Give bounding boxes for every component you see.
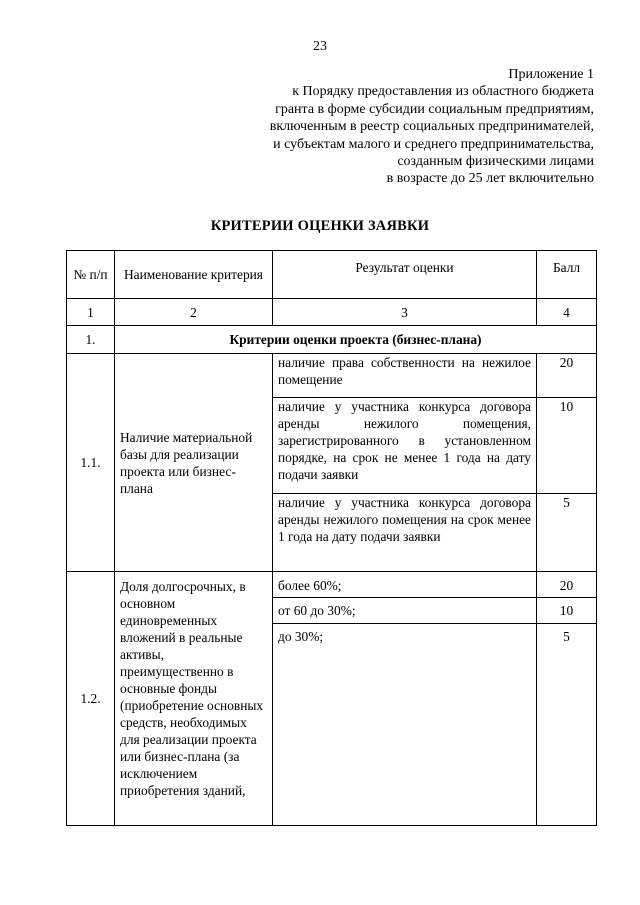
appendix-line: Приложение 1 [508, 67, 594, 82]
header-num: № п/п [67, 251, 115, 299]
result-text: наличие у участника конкурса договора аренды нежилого помещения на срок менее 1 года на дату подачи заявки [273, 494, 537, 572]
table-row [67, 572, 597, 598]
result-text: более 60%; [273, 572, 537, 598]
result-text: наличие у участника конкурса договора аренды нежилого помещения, зарегистрированного в установленном порядке, на срок не менее 1 года на дату подачи заявки [273, 398, 537, 494]
result-score: 10 [537, 598, 597, 624]
col-number: 3 [273, 299, 537, 326]
criterion-name: Наличие материальной базы для реализации проекта или бизнес-плана [115, 354, 273, 572]
page-number: 23 [313, 39, 327, 54]
section-row [67, 326, 597, 354]
section-title: Критерии оценки проекта (бизнес-плана) [115, 326, 597, 354]
result-score: 5 [537, 494, 597, 572]
result-text: наличие права собственности на нежилое помещение [273, 354, 537, 398]
appendix-line: включенным в реестр социальных предпринимателей, [269, 119, 594, 135]
appendix-line: созданным физическими лицами [397, 154, 594, 170]
appendix-line: в возрасте до 25 лет включительно [386, 171, 594, 187]
header-result: Результат оценки [273, 251, 537, 299]
table-header-row [67, 251, 597, 299]
result-score: 5 [537, 624, 597, 826]
document-title: КРИТЕРИИ ОЦЕНКИ ЗАЯВКИ [210, 218, 430, 234]
criterion-name: Доля долгосрочных, в основном единовременных вложений в реальные активы, преимущественно в основные фонды (приобретение основных средств, необходимых для реализации проекта или бизнес-плана (за исключением приобретения зданий, [115, 572, 273, 826]
result-text: от 60 до 30%; [273, 598, 537, 624]
result-score: 20 [537, 572, 597, 598]
appendix-block [194, 66, 594, 188]
appendix-line: и субъектам малого и среднего предпринимательства, [273, 136, 594, 152]
header-name: Наименование критерия [115, 251, 273, 299]
table-row [67, 354, 597, 398]
result-score: 20 [537, 354, 597, 398]
criterion-num: 1.1. [67, 354, 115, 572]
result-score: 10 [537, 398, 597, 494]
appendix-line: гранта в форме субсидии социальным предприятиям, [275, 101, 594, 117]
column-numbers-row [67, 299, 597, 326]
col-number: 4 [537, 299, 597, 326]
section-num: 1. [67, 326, 115, 354]
header-score: Балл [537, 251, 597, 299]
col-number: 1 [67, 299, 115, 326]
criteria-table [66, 250, 597, 826]
col-number: 2 [115, 299, 273, 326]
criterion-num: 1.2. [67, 572, 115, 826]
result-text: до 30%; [273, 624, 537, 826]
appendix-line: к Порядку предоставления из областного бюджета [292, 84, 594, 100]
